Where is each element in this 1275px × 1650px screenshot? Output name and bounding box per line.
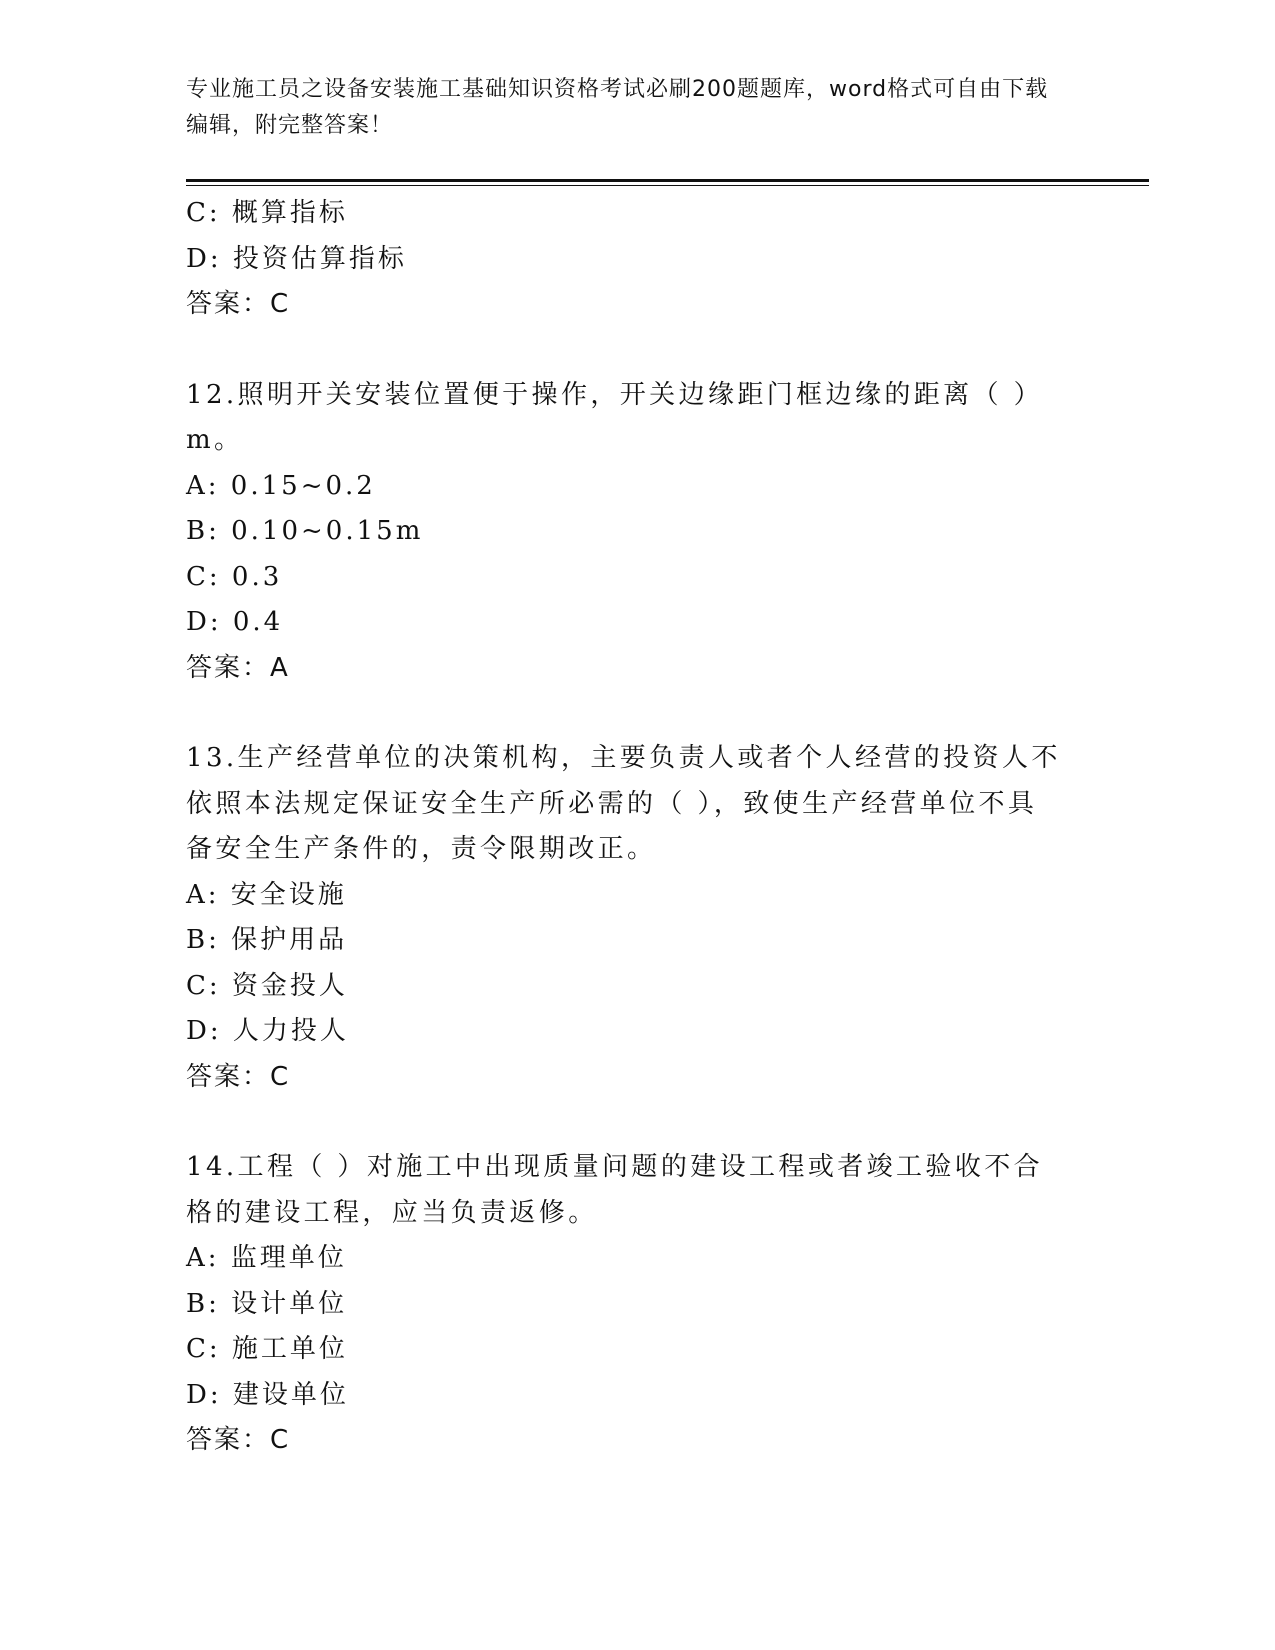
option-d: D: 建设单位 <box>186 1379 349 1410</box>
option-c: C: 施工单位 <box>186 1334 348 1364</box>
option-b: B: 设计单位 <box>186 1288 348 1319</box>
answer-line: 答案：C <box>186 289 291 319</box>
question-12 <box>186 373 1086 692</box>
question-14 <box>186 1145 1086 1464</box>
option-c: C: 资金投人 <box>186 970 348 1001</box>
answer-line: 答案：A <box>186 652 290 683</box>
option-c: C: 0.3 <box>186 561 283 592</box>
option-d: D: 0.4 <box>186 607 284 637</box>
answer-line: 答案：C <box>186 1061 291 1092</box>
header-title: 专业施工员之设备安装施工基础知识资格考试必刷200题题库，word格式可自由下载编辑，附完整答案！ <box>186 77 1049 138</box>
question-stem: 14.工程（ ）对施工中出现质量问题的建设工程或者竣工验收不合格的建设工程，应当负责返修。 <box>186 1152 1044 1228</box>
option-a: A: 安全设施 <box>186 879 347 910</box>
question-stem: 12.照明开关安装位置便于操作，开关边缘距门框边缘的距离（ ）m。 <box>186 379 1044 455</box>
option-c: C: 概算指标 <box>186 198 348 228</box>
partial-question-11 <box>186 191 1086 328</box>
option-d: D: 人力投人 <box>186 1016 349 1046</box>
document-body <box>186 191 1086 1464</box>
header-rule-thin <box>186 185 1149 186</box>
option-a: A: 监理单位 <box>186 1243 347 1273</box>
question-13 <box>186 736 1086 1100</box>
option-d: D: 投资估算指标 <box>186 243 407 274</box>
header-rule-thick <box>186 179 1149 182</box>
answer-line: 答案：C <box>186 1425 291 1455</box>
question-stem: 13.生产经营单位的决策机构，主要负责人或者个人经营的投资人不依照本法规定保证安全生产所必需的（ ），致使生产经营单位不具备安全生产条件的，责令限期改正。 <box>186 743 1061 864</box>
document-header <box>186 72 1066 144</box>
option-a: A: 0.15~0.2 <box>186 470 376 501</box>
option-b: B: 0.10~0.15m <box>186 516 424 546</box>
option-b: B: 保护用品 <box>186 925 348 955</box>
